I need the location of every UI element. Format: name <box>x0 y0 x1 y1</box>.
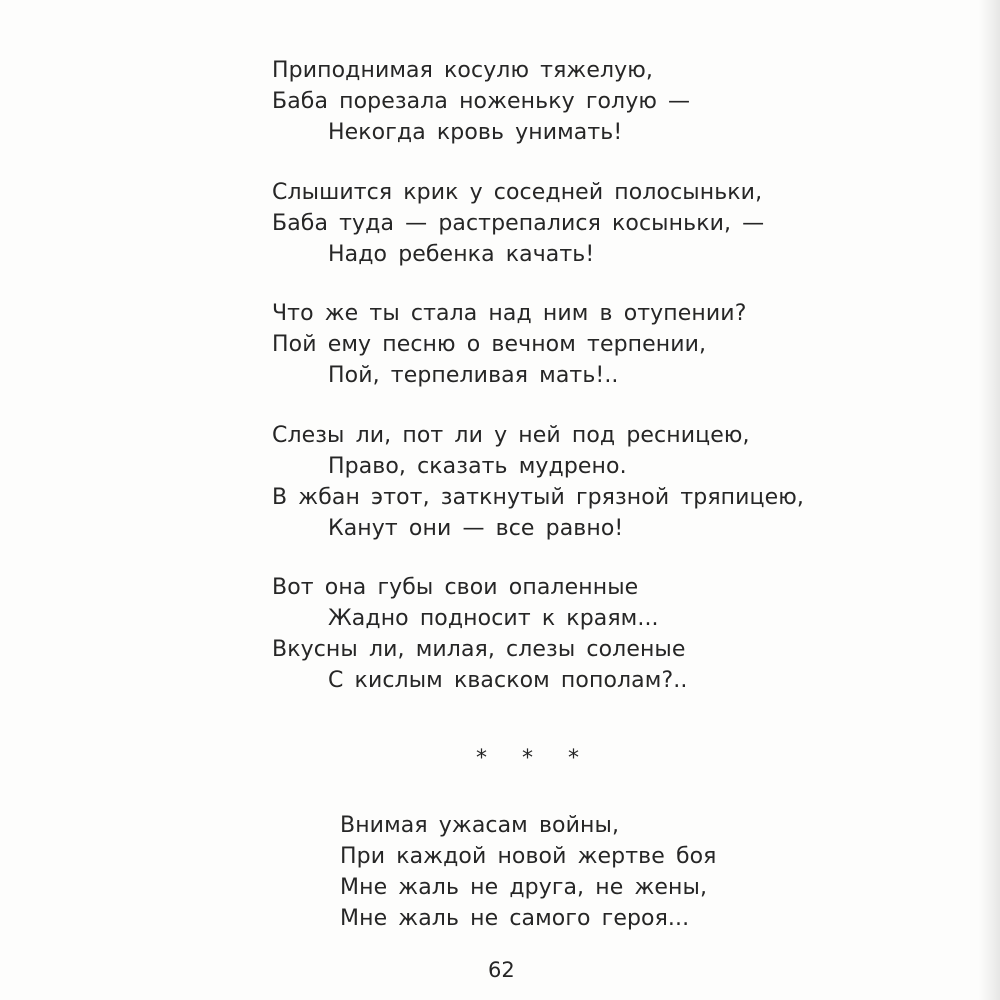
section-separator: * * * <box>476 746 593 771</box>
poem-line: Слышится крик у соседней полосыньки, <box>272 180 763 205</box>
poem-line: В жбан этот, заткнутый грязной тряпицею, <box>272 485 804 510</box>
page-edge-shadow <box>978 0 1000 1000</box>
poem-line: Жадно подносит к краям... <box>328 606 659 631</box>
poem-line: Баба туда — растрепалися косыньки, — <box>272 211 765 236</box>
poem-line: Право, сказать мудрено. <box>328 454 627 479</box>
poem-line: С кислым кваском пополам?.. <box>328 668 688 693</box>
poem-line: Что же ты стала над ним в отупении? <box>272 301 747 326</box>
poem-line: Пой, терпеливая мать!.. <box>328 363 619 388</box>
poem-line: Надо ребенка качать! <box>328 242 595 267</box>
poem-line: Мне жаль не самого героя... <box>340 906 690 931</box>
poem-line: Слезы ли, пот ли у ней под ресницею, <box>272 423 750 448</box>
poem-line: Вкусны ли, милая, слезы соленые <box>272 637 686 662</box>
poem-line: Приподнимая косулю тяжелую, <box>272 58 653 83</box>
poem-line: При каждой новой жертве боя <box>340 844 717 869</box>
poem-line: Канут они — все равно! <box>328 516 624 541</box>
poem-line: Баба порезала ноженьку голую — <box>272 89 691 114</box>
poem-line: Пой ему песню о вечном терпении, <box>272 332 707 357</box>
page-number: 62 <box>488 958 515 982</box>
poem-line: Некогда кровь унимать! <box>328 120 623 145</box>
poem-line: Внимая ужасам войны, <box>340 813 620 838</box>
poem-line: Мне жаль не друга, не жены, <box>340 875 708 900</box>
poem-line: Вот она губы свои опаленные <box>272 575 639 600</box>
